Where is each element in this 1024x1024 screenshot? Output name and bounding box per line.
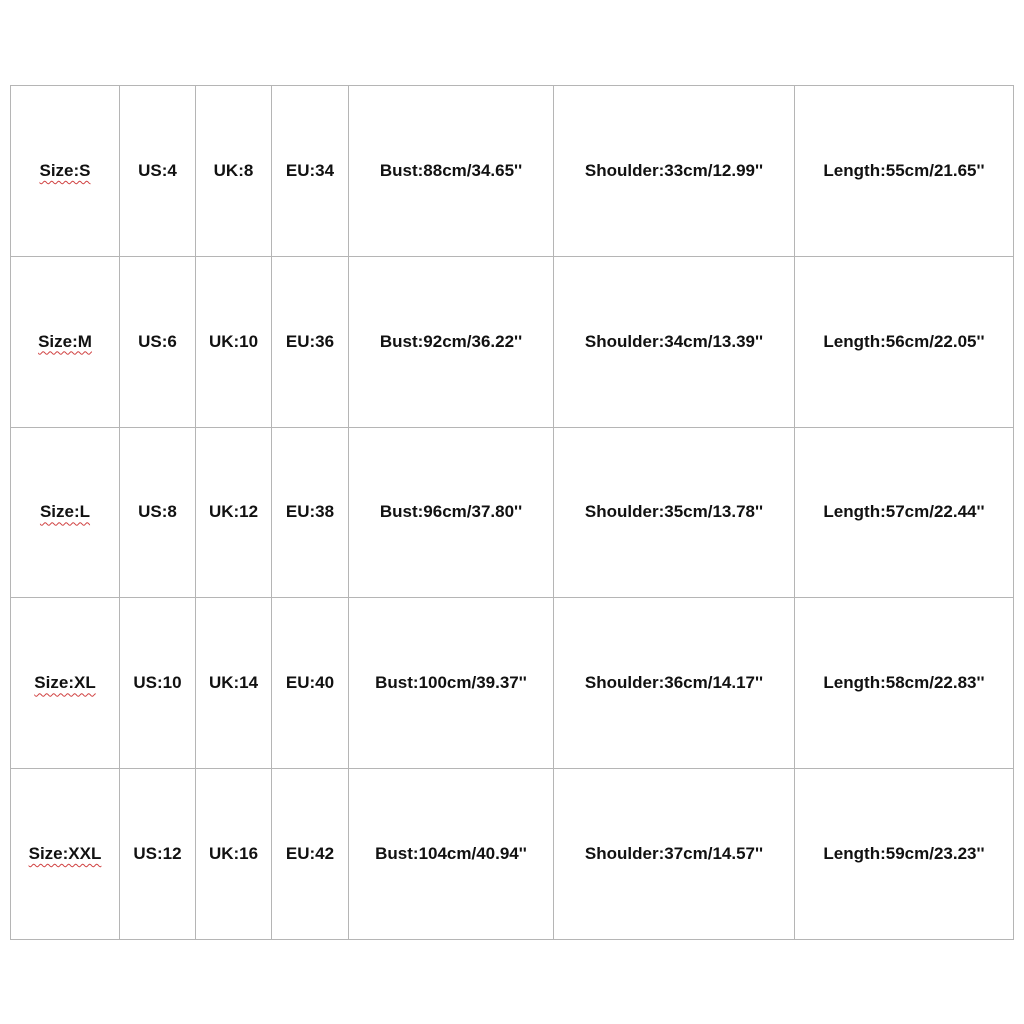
bust-cell: Bust:100cm/39.37'' bbox=[349, 598, 554, 769]
shoulder-cell: Shoulder:36cm/14.17'' bbox=[554, 598, 795, 769]
size-cell bbox=[11, 598, 120, 769]
size-cell bbox=[11, 427, 120, 598]
table-row bbox=[11, 86, 1014, 257]
table-row bbox=[11, 598, 1014, 769]
us-size-cell: US:4 bbox=[120, 86, 196, 257]
uk-size-cell: UK:14 bbox=[196, 598, 272, 769]
eu-size-cell: EU:34 bbox=[272, 86, 349, 257]
length-cell: Length:59cm/23.23'' bbox=[795, 769, 1014, 940]
us-size-cell: US:8 bbox=[120, 427, 196, 598]
size-cell bbox=[11, 769, 120, 940]
uk-size-cell: UK:12 bbox=[196, 427, 272, 598]
length-cell: Length:58cm/22.83'' bbox=[795, 598, 1014, 769]
shoulder-cell: Shoulder:37cm/14.57'' bbox=[554, 769, 795, 940]
eu-size-cell: EU:42 bbox=[272, 769, 349, 940]
table-row bbox=[11, 427, 1014, 598]
size-label: Size:M bbox=[38, 331, 92, 351]
bust-cell: Bust:96cm/37.80'' bbox=[349, 427, 554, 598]
uk-size-cell: UK:16 bbox=[196, 769, 272, 940]
size-label: Size:XL bbox=[34, 673, 96, 693]
bust-cell: Bust:92cm/36.22'' bbox=[349, 256, 554, 427]
uk-size-cell: UK:10 bbox=[196, 256, 272, 427]
size-cell bbox=[11, 86, 120, 257]
bust-cell: Bust:104cm/40.94'' bbox=[349, 769, 554, 940]
us-size-cell: US:10 bbox=[120, 598, 196, 769]
size-label: Size:XXL bbox=[28, 844, 102, 864]
eu-size-cell: EU:40 bbox=[272, 598, 349, 769]
size-label: Size:S bbox=[39, 160, 91, 180]
eu-size-cell: EU:38 bbox=[272, 427, 349, 598]
shoulder-cell: Shoulder:34cm/13.39'' bbox=[554, 256, 795, 427]
length-cell: Length:56cm/22.05'' bbox=[795, 256, 1014, 427]
eu-size-cell: EU:36 bbox=[272, 256, 349, 427]
table-row bbox=[11, 769, 1014, 940]
uk-size-cell: UK:8 bbox=[196, 86, 272, 257]
shoulder-cell: Shoulder:35cm/13.78'' bbox=[554, 427, 795, 598]
us-size-cell: US:12 bbox=[120, 769, 196, 940]
size-cell bbox=[11, 256, 120, 427]
us-size-cell: US:6 bbox=[120, 256, 196, 427]
table-row bbox=[11, 256, 1014, 427]
size-label: Size:L bbox=[39, 502, 91, 522]
length-cell: Length:55cm/21.65'' bbox=[795, 86, 1014, 257]
size-chart-table bbox=[10, 85, 1014, 940]
shoulder-cell: Shoulder:33cm/12.99'' bbox=[554, 86, 795, 257]
length-cell: Length:57cm/22.44'' bbox=[795, 427, 1014, 598]
bust-cell: Bust:88cm/34.65'' bbox=[349, 86, 554, 257]
